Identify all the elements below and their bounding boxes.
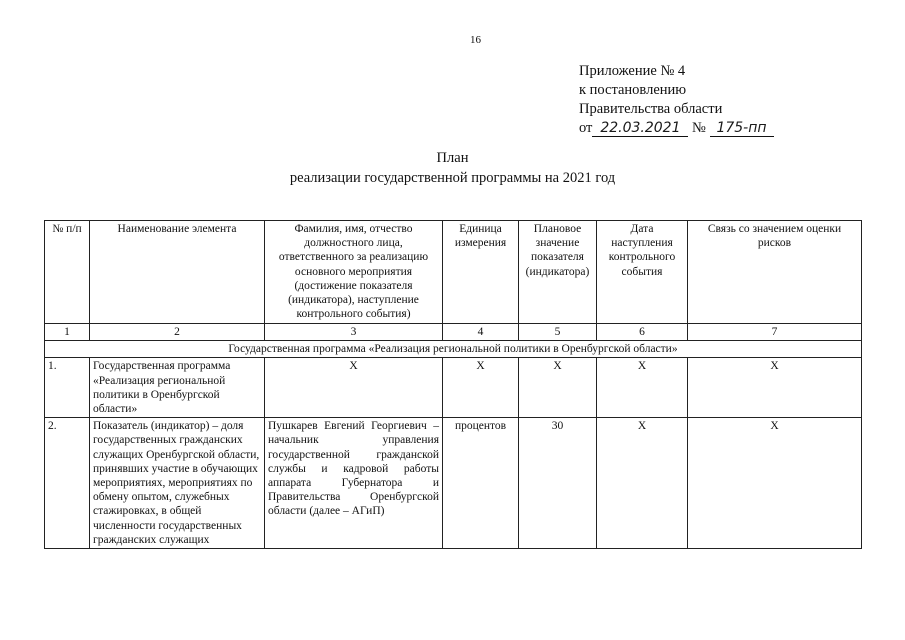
row-unit: процентов bbox=[443, 418, 519, 549]
header-cell-responsible: Фамилия, имя, отчество должностного лица, ответственного за реализацию основного мероприятия (достижение показателя (индикатора), наступление контрольного события) bbox=[265, 221, 443, 324]
handwritten-date: 22.03.2021 bbox=[592, 121, 688, 137]
header-cell-num: № п/п bbox=[45, 221, 90, 324]
document-subtitle: реализации государственной программы на 2021 год bbox=[289, 170, 616, 186]
appendix-line-2: к постановлению bbox=[579, 82, 687, 98]
column-number: 4 bbox=[443, 324, 519, 341]
row-num: 2. bbox=[45, 418, 90, 549]
row-plan-value: Х bbox=[519, 358, 597, 418]
header-cell-plan-value: Плановое значение показателя (индикатора) bbox=[519, 221, 597, 324]
appendix-line-1: Приложение № 4 bbox=[579, 63, 686, 79]
column-number: 3 bbox=[265, 324, 443, 341]
row-date: Х bbox=[597, 358, 688, 418]
document-title: План bbox=[436, 150, 469, 166]
table-row bbox=[45, 418, 862, 549]
row-name: Показатель (индикатор) – доля государственных гражданских служащих Оренбургской области, принявших участие в обучающих мероприятиях, мероприятиях по обмену опытом, служебных стажировках, в общей численности государственных гражданских служащих bbox=[90, 418, 265, 549]
appendix-date-line bbox=[579, 119, 774, 138]
row-responsible: Пушкарев Евгений Георгиевич – начальник управления государственной гражданской службы и кадровой работы аппарата Губернатора и Правительства Оренбургской области (далее – АГиП) bbox=[265, 418, 443, 549]
column-number: 1 bbox=[45, 324, 90, 341]
plan-table bbox=[44, 220, 862, 549]
page-number: 16 bbox=[470, 34, 481, 46]
row-responsible: Х bbox=[265, 358, 443, 418]
column-number: 2 bbox=[90, 324, 265, 341]
column-number: 6 bbox=[597, 324, 688, 341]
number-prefix: № bbox=[692, 120, 706, 136]
table-row bbox=[45, 358, 862, 418]
column-numbers-row bbox=[45, 324, 862, 341]
date-prefix: от bbox=[579, 120, 593, 136]
header-cell-unit: Единица измерения bbox=[443, 221, 519, 324]
column-number: 7 bbox=[688, 324, 862, 341]
header-cell-risk: Связь со значением оценки рисков bbox=[688, 221, 862, 324]
row-num: 1. bbox=[45, 358, 90, 418]
appendix-line-3: Правительства области bbox=[579, 101, 723, 117]
row-unit: Х bbox=[443, 358, 519, 418]
handwritten-number: 175-пп bbox=[710, 121, 774, 137]
header-cell-name: Наименование элемента bbox=[90, 221, 265, 324]
column-number: 5 bbox=[519, 324, 597, 341]
row-plan-value: 30 bbox=[519, 418, 597, 549]
row-risk: Х bbox=[688, 418, 862, 549]
row-risk: Х bbox=[688, 358, 862, 418]
row-name: Государственная программа «Реализация региональной политики в Оренбургской области» bbox=[90, 358, 265, 418]
table-header-row bbox=[45, 221, 862, 324]
header-cell-date: Дата наступления контрольного события bbox=[597, 221, 688, 324]
section-title-row bbox=[45, 341, 862, 358]
row-date: Х bbox=[597, 418, 688, 549]
appendix-block bbox=[579, 62, 774, 138]
section-title: Государственная программа «Реализация региональной политики в Оренбургской области» bbox=[45, 341, 862, 358]
